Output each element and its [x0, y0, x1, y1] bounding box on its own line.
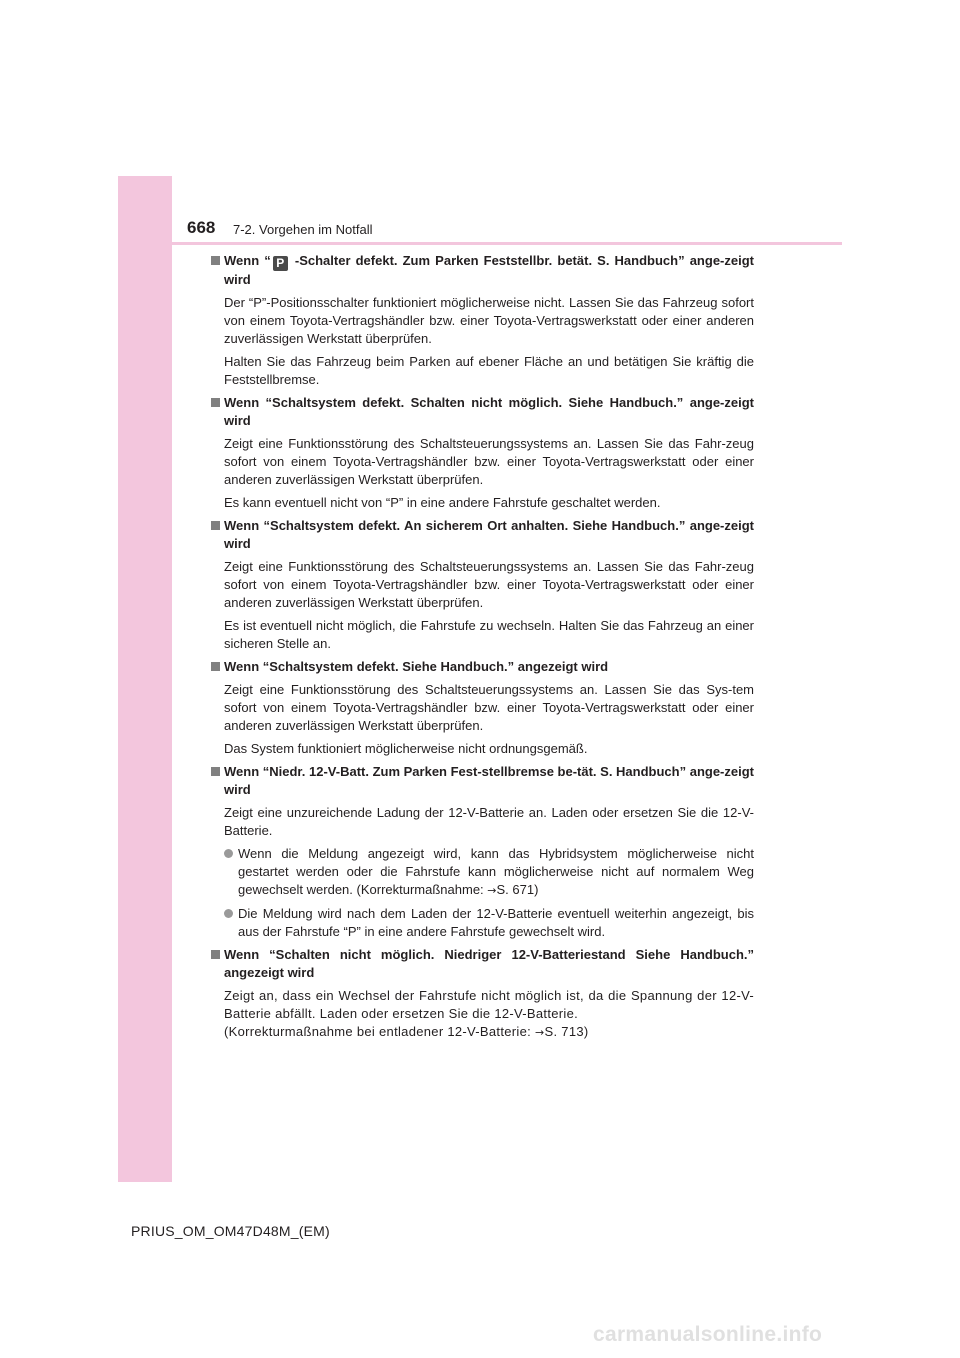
- square-bullet-icon: [211, 521, 220, 530]
- message-section: [210, 394, 754, 512]
- message-section: [210, 946, 754, 1042]
- square-bullet-icon: [211, 662, 220, 671]
- paragraph: Zeigt eine Funktionsstörung des Schaltsteuerungssystems an. Lassen Sie das Fahr-zeug sofort von einem Toyota-Vertragshändler bzw. einer Toyota-Vertragswerkstatt oder einer anderen zuverlässigen Werkstatt überprüfen.: [224, 436, 754, 487]
- paragraph: Der “P”-Positionsschalter funktioniert möglicherweise nicht. Lassen Sie das Fahrzeug sofort von einem Toyota-Vertragshändler bzw. einer Toyota-Vertragswerkstatt oder einer anderen zuverlässigen Werkstatt überprüfen.: [224, 295, 754, 346]
- message-section: [210, 517, 754, 653]
- arrow-icon: →: [487, 884, 497, 897]
- circle-bullet-icon: [224, 849, 233, 858]
- section-heading: Wenn “ P -Schalter defekt. Zum Parken Feststellbr. betät. S. Handbuch” ange-zeigt wird: [210, 252, 754, 289]
- message-section: [210, 658, 754, 758]
- circle-bullet-icon: [224, 909, 233, 918]
- paragraph: Es kann eventuell nicht von “P” in eine andere Fahrstufe geschaltet werden.: [224, 495, 661, 510]
- message-section: [210, 763, 754, 941]
- section-heading: Wenn “Schaltsystem defekt. Siehe Handbuch.” angezeigt wird: [210, 658, 754, 676]
- paragraph: Es ist eventuell nicht möglich, die Fahrstufe zu wechseln. Halten Sie das Fahrzeug an einer sicheren Stelle an.: [224, 618, 754, 651]
- square-bullet-icon: [211, 767, 220, 776]
- paragraph: Zeigt eine Funktionsstörung des Schaltsteuerungssystems an. Lassen Sie das Fahr-zeug sofort von einem Toyota-Vertragshändler bzw. einer Toyota-Vertragswerkstatt oder einer anderen zuverlässigen Werkstatt überprüfen.: [224, 559, 754, 610]
- section-heading: Wenn “Schaltsystem defekt. Schalten nicht möglich. Siehe Handbuch.” ange-zeigt wird: [210, 394, 754, 430]
- square-bullet-icon: [211, 950, 220, 959]
- page-reference-link[interactable]: S. 713): [544, 1024, 589, 1039]
- paragraph: Zeigt eine Funktionsstörung des Schaltsteuerungssystems an. Lassen Sie das Sys-tem sofort von einem Toyota-Vertragshändler bzw. einer Toyota-Vertragswerkstatt oder einer anderen zuverlässigen Werkstatt überprüfen.: [224, 682, 754, 733]
- message-section: [210, 252, 754, 389]
- paragraph: Zeigt eine unzureichende Ladung der 12-V-Batterie an. Laden oder ersetzen Sie die 12-V-Batterie.: [224, 805, 754, 838]
- bullet-item: Wenn die Meldung angezeigt wird, kann das Hybridsystem möglicherweise nicht gestartet werden oder die Fahrstufe kann möglicherweise nicht auf normalem Weg gewechselt werden. (Korrekturmaßnahme: →S. 671): [210, 845, 754, 900]
- paragraph: Das System funktioniert möglicherweise nicht ordnungsgemäß.: [224, 741, 588, 756]
- square-bullet-icon: [211, 256, 220, 265]
- page-reference-link[interactable]: S. 671): [496, 882, 539, 897]
- section-heading: Wenn “Niedr. 12-V-Batt. Zum Parken Fest-stellbremse be-tät. S. Handbuch” ange-zeigt wird: [210, 763, 754, 799]
- bullet-item: Die Meldung wird nach dem Laden der 12-V-Batterie eventuell weiterhin angezeigt, bis aus der Fahrstufe “P” in eine andere Fahrstufe gewechselt wird.: [210, 905, 754, 941]
- arrow-icon: →: [534, 1026, 545, 1039]
- paragraph: Halten Sie das Fahrzeug beim Parken auf ebener Fläche an und betätigen Sie kräftig die Feststellbremse.: [224, 354, 754, 387]
- section-heading: Wenn “Schalten nicht möglich. Niedriger 12-V-Batteriestand Siehe Handbuch.” angezeigt wird: [210, 946, 754, 982]
- square-bullet-icon: [211, 398, 220, 407]
- header-rule: [172, 242, 842, 245]
- parking-p-icon: P: [273, 256, 288, 271]
- section-title: 7-2. Vorgehen im Notfall: [233, 222, 373, 237]
- page-sidebar-tab: [118, 176, 172, 1182]
- page-number: 668: [187, 218, 216, 237]
- watermark: carmanualsonline.info: [593, 1323, 823, 1346]
- section-heading: Wenn “Schaltsystem defekt. An sicherem Ort anhalten. Siehe Handbuch.” ange-zeigt wird: [210, 517, 754, 553]
- page-content: [210, 252, 754, 1047]
- document-code: PRIUS_OM_OM47D48M_(EM): [131, 1223, 330, 1239]
- paragraph: Zeigt an, dass ein Wechsel der Fahrstufe nicht möglich ist, da die Spannung der 12-V-Batterie abfällt. Laden oder ersetzen Sie die 12-V-Batterie. (Korrekturmaßnahme bei entladener 12-V-Batterie: →S. 713): [224, 988, 754, 1039]
